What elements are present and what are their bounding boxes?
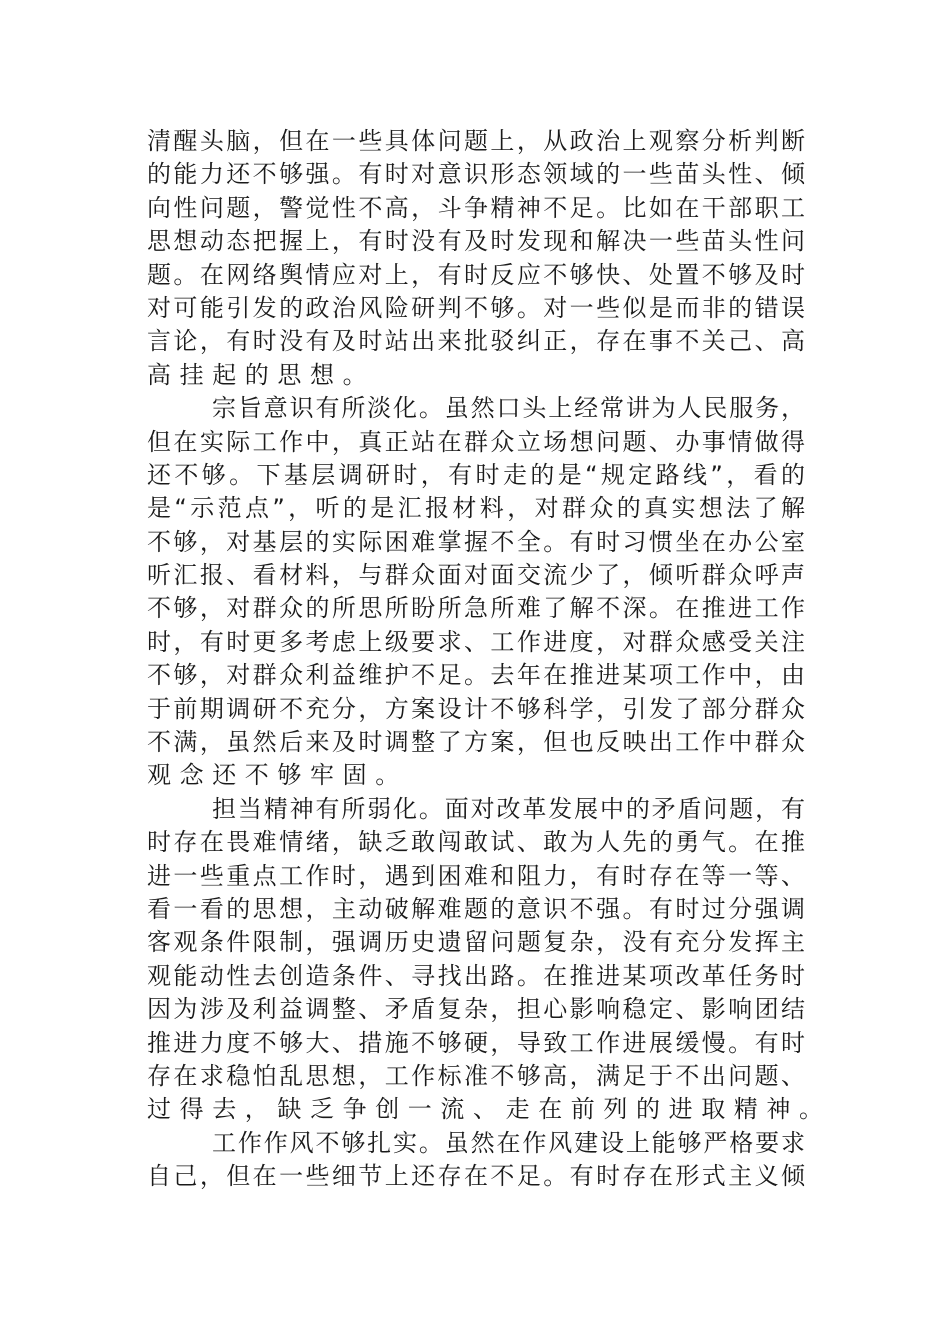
- paragraph-first-line: 担当精神有所弱化。面对改革发展中的矛盾问题，有: [212, 794, 805, 823]
- text-line: 推进力度不够大、措施不够硬，导致工作进展缓慢。有时: [147, 1028, 805, 1057]
- text-line: 不够，对基层的实际困难掌握不全。有时习惯坐在办公室: [147, 527, 805, 556]
- text-line: 的能力还不够强。有时对意识形态领域的一些苗头性、倾: [147, 160, 805, 189]
- text-line: 进一些重点工作时，遇到困难和阻力，有时存在等一等、: [147, 861, 805, 890]
- text-line: 自己，但在一些细节上还存在不足。有时存在形式主义倾: [147, 1162, 805, 1191]
- paragraph-first-line: 工作作风不够扎实。虽然在作风建设上能够严格要求: [212, 1128, 805, 1157]
- text-line: 客观条件限制，强调历史遗留问题复杂，没有充分发挥主: [147, 928, 805, 957]
- text-line: 高挂起的思想。: [147, 360, 376, 389]
- text-line: 对可能引发的政治风险研判不够。对一些似是而非的错误: [147, 293, 805, 322]
- text-line: 是“示范点”，听的是汇报材料，对群众的真实想法了解: [147, 494, 805, 523]
- text-line: 过得去，缺乏争创一流、走在前列的进取精神。: [147, 1095, 832, 1124]
- text-line: 不满，虽然后来及时调整了方案，但也反映出工作中群众: [147, 728, 805, 757]
- text-line: 听汇报、看材料，与群众面对面交流少了，倾听群众呼声: [147, 561, 805, 590]
- text-line: 清醒头脑，但在一些具体问题上，从政治上观察分析判断: [147, 127, 805, 155]
- text-line: 于前期调研不充分，方案设计不够科学，引发了部分群众: [147, 694, 805, 723]
- text-line: 时存在畏难情绪，缺乏敢闯敢试、敢为人先的勇气。在推: [147, 828, 805, 857]
- text-line: 观能动性去创造条件、寻找出路。在推进某项改革任务时: [147, 961, 805, 990]
- paragraph-first-line: 宗旨意识有所淡化。虽然口头上经常讲为人民服务，: [212, 394, 805, 423]
- text-line: 但在实际工作中，真正站在群众立场想问题、办事情做得: [147, 427, 805, 456]
- document-page: [147, 125, 832, 1194]
- document-body: [147, 125, 832, 1194]
- text-line: 不够，对群众的所思所盼所急所难了解不深。在推进工作: [147, 594, 805, 623]
- text-line: 思想动态把握上，有时没有及时发现和解决一些苗头性问: [147, 227, 805, 256]
- text-line: 还不够。下基层调研时，有时走的是“规定路线”，看的: [147, 460, 805, 489]
- text-line: 看一看的思想，主动破解难题的意识不强。有时过分强调: [147, 894, 805, 923]
- text-line: 不够，对群众利益维护不足。去年在推进某项工作中，由: [147, 661, 805, 690]
- text-line: 存在求稳怕乱思想，工作标准不够高，满足于不出问题、: [147, 1061, 805, 1090]
- text-line: 言论，有时没有及时站出来批驳纠正，存在事不关己、高: [147, 327, 805, 356]
- text-line: 时，有时更多考虑上级要求、工作进度，对群众感受关注: [147, 627, 805, 656]
- text-line: 因为涉及利益调整、矛盾复杂，担心影响稳定、影响团结: [147, 995, 805, 1024]
- text-line: 向性问题，警觉性不高，斗争精神不足。比如在干部职工: [147, 193, 805, 222]
- text-line: 题。在网络舆情应对上，有时反应不够快、处置不够及时: [147, 260, 805, 289]
- text-line: 观念还不够牢固。: [147, 761, 408, 790]
